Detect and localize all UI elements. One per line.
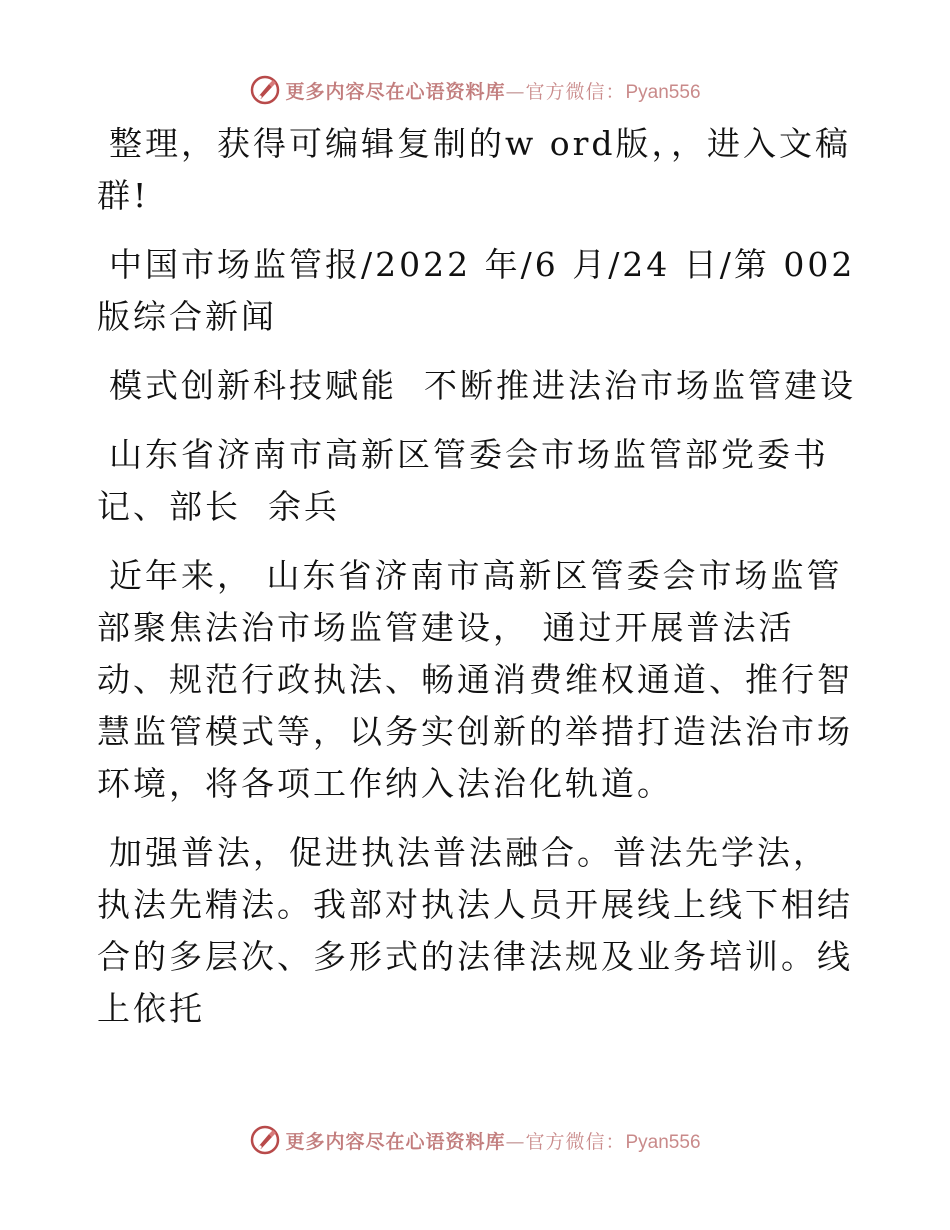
banner-site-name: 更多内容尽在心语资料库 [285,80,506,103]
banner-wechat-label: 官方微信： [525,80,626,103]
banner-wechat-id: Pyan556 [625,1131,701,1153]
pen-logo-icon [249,74,281,106]
article-title: 模式创新科技赋能 不断推进法治市场监管建设 [109,366,856,405]
header-watermark-banner [0,70,950,110]
banner-site-name: 更多内容尽在心语资料库 [285,1130,506,1153]
body-paragraph-1: 近年来， 山东省济南市高新区管委会市场监管部聚焦法治市场监管建设， 通过开展普法活动、规范行政执法、畅通消费维权通道、推行智慧监管模式等，以务实创新的举措打造法治市场环境，将各项工作纳入法治化轨道。 [97,556,853,803]
footer-watermark-banner [0,1120,950,1160]
banner-separator: — [505,1130,526,1153]
banner-content [249,1124,700,1156]
author-line: 山东省济南市高新区管委会市场监管部党委书记、部长 余兵 [97,435,829,526]
body-paragraph-2: 加强普法，促进执法普法融合。普法先学法，执法先精法。我部对执法人员开展线上线下相结合的多层次、多形式的法律法规及业务培训。线上依托 [97,833,853,1028]
banner-wechat-label: 官方微信： [525,1130,626,1153]
banner-text [285,1127,700,1154]
banner-wechat-id: Pyan556 [625,81,701,103]
banner-content [249,74,700,106]
banner-text [285,77,700,104]
source-line: 中国市场监管报/2022 年/6 月/24 日/第 002 版综合新闻 [97,245,869,336]
document-body [97,118,869,1052]
intro-note: 整理，获得可编辑复制的w ord版，，进入文稿群! [97,124,852,215]
banner-separator: — [505,80,526,103]
pen-logo-icon [249,1124,281,1156]
